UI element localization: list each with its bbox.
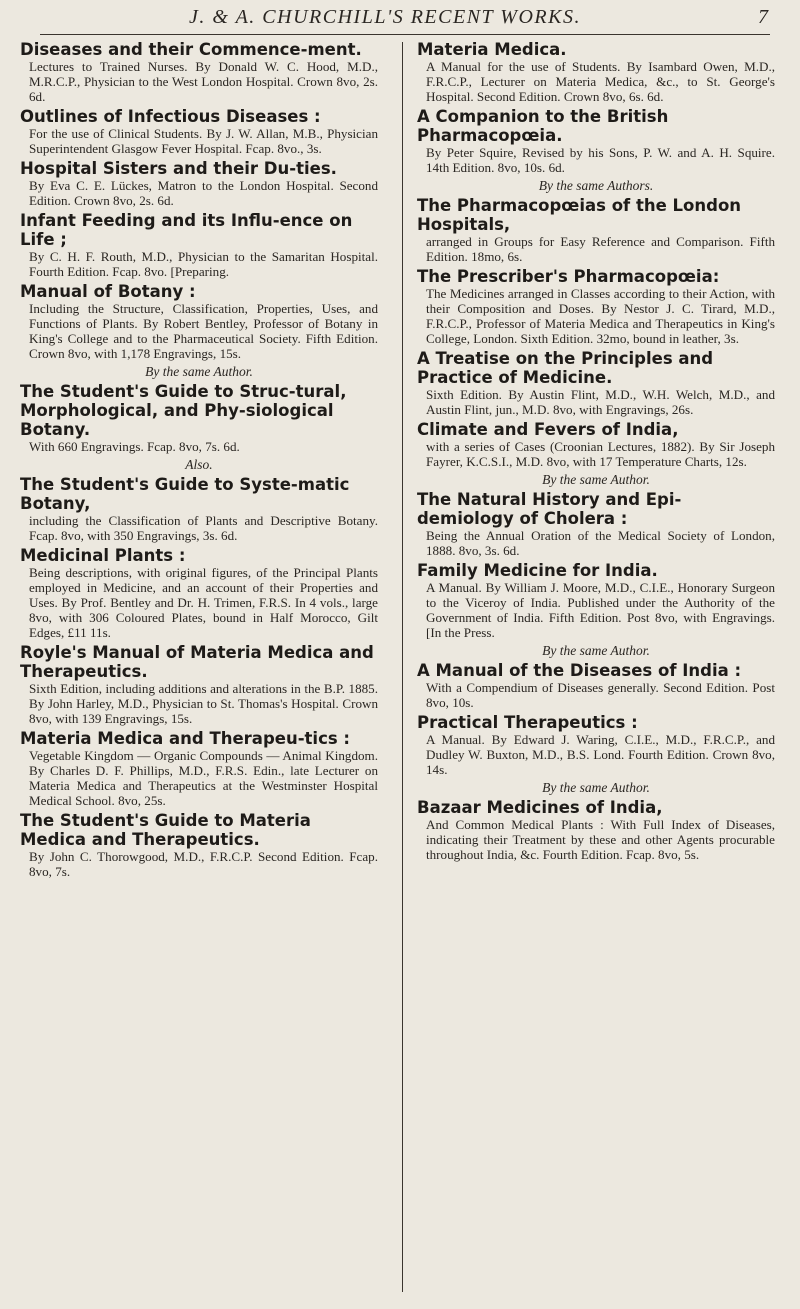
entry-description: arranged in Groups for Easy Reference and Comparison. Fifth Edition. 18mo, 6s.	[426, 234, 775, 264]
entry-title: Manual of Botany :	[20, 282, 196, 301]
entry-description: Lectures to Trained Nurses. By Donald W. C. Hood, M.D., M.R.C.P., Physician to the West London Hospital. Crown 8vo, 2s. 6d.	[29, 59, 378, 104]
catalogue-entry	[417, 490, 775, 558]
same-author-note: By the same Author.	[542, 780, 650, 795]
entry-title: A Companion to the British Pharmacopœia.	[417, 107, 669, 145]
catalogue-entry	[20, 159, 378, 208]
entry-title: Materia Medica.	[417, 40, 567, 59]
left-column	[20, 40, 378, 882]
entry-title: Bazaar Medicines of India,	[417, 798, 663, 817]
entry-title: Outlines of Infectious Diseases :	[20, 107, 321, 126]
entry-description: Sixth Edition. By Austin Flint, M.D., W.H. Welch, M.D., and Austin Flint, jun., M.D. 8vo, with Engravings, 26s.	[426, 387, 775, 417]
catalogue-entry	[417, 420, 775, 469]
entry-title: Royle's Manual of Materia Medica and Therapeutics.	[20, 643, 374, 681]
running-head	[40, 4, 770, 35]
page-number: 7	[758, 6, 768, 28]
entry-title: Hospital Sisters and their Du-ties.	[20, 159, 337, 178]
catalogue-entry	[417, 661, 775, 710]
same-author-note: Also.	[185, 457, 213, 472]
catalogue-entry	[417, 107, 775, 175]
same-author-note: By the same Author.	[542, 643, 650, 658]
entry-title: The Student's Guide to Syste-matic Botany,	[20, 475, 350, 513]
entry-description: with a series of Cases (Croonian Lectures, 1882). By Sir Joseph Fayrer, K.C.S.I., M.D. 8vo, with 17 Temperature Charts, 12s.	[426, 439, 775, 469]
running-head-title: J. & A. CHURCHILL'S RECENT WORKS.	[189, 6, 581, 28]
entry-title: Infant Feeding and its Influ-ence on Life ;	[20, 211, 353, 249]
catalogue-entry	[20, 211, 378, 279]
entry-title: The Student's Guide to Materia Medica and Therapeutics.	[20, 811, 311, 849]
catalogue-entry	[20, 382, 378, 454]
entry-description: including the Classification of Plants and Descriptive Botany. Fcap. 8vo, with 350 Engravings, 3s. 6d.	[29, 513, 378, 543]
same-author-note: By the same Author.	[542, 472, 650, 487]
catalogue-entry	[20, 475, 378, 543]
catalogue-entry	[417, 561, 775, 640]
entry-description: With a Compendium of Diseases generally. Second Edition. Post 8vo, 10s.	[426, 680, 775, 710]
entry-title: Materia Medica and Therapeu-tics :	[20, 729, 351, 748]
entry-description: By John C. Thorowgood, M.D., F.R.C.P. Second Edition. Fcap. 8vo, 7s.	[29, 849, 378, 879]
entry-description: By Eva C. E. Lückes, Matron to the London Hospital. Second Edition. Crown 8vo, 2s. 6d.	[29, 178, 378, 208]
entry-title: The Natural History and Epi-demiology of Cholera :	[417, 490, 682, 528]
same-author-note: By the same Authors.	[538, 178, 654, 193]
right-column	[417, 40, 775, 865]
entry-title: A Treatise on the Principles and Practice of Medicine.	[417, 349, 714, 387]
entry-description: A Manual. By William J. Moore, M.D., C.I.E., Honorary Surgeon to the Viceroy of India. Published under the Authority of the Government of India. Fifth Edition. Post 8vo, with Engravings. [In the Press.	[426, 580, 775, 640]
entry-title: Family Medicine for India.	[417, 561, 658, 580]
catalogue-entry	[20, 546, 378, 640]
same-author-note: By the same Author.	[145, 364, 253, 379]
entry-description: Being descriptions, with original figures, of the Principal Plants employed in Medicine, and an account of their Properties and Uses. By Prof. Bentley and Dr. H. Trimen, F.R.S. In 4 vols., large 8vo, with 306 Coloured Plates, bound in Half Morocco, Gilt Edges, £11 11s.	[29, 565, 378, 640]
entry-description: By Peter Squire, Revised by his Sons, P. W. and A. H. Squire. 14th Edition. 8vo, 10s. 6d.	[426, 145, 775, 175]
entry-description: Being the Annual Oration of the Medical Society of London, 1888. 8vo, 3s. 6d.	[426, 528, 775, 558]
entry-description: With 660 Engravings. Fcap. 8vo, 7s. 6d.	[29, 439, 240, 454]
column-divider	[402, 42, 403, 1292]
catalogue-entry	[20, 282, 378, 361]
catalogue-entry	[20, 811, 378, 879]
entry-description: A Manual. By Edward J. Waring, C.I.E., M.D., F.R.C.P., and Dudley W. Buxton, M.D., B.S. Lond. Fourth Edition. Crown 8vo, 14s.	[426, 732, 775, 777]
catalogue-entry	[417, 40, 775, 104]
entry-description: By C. H. F. Routh, M.D., Physician to the Samaritan Hospital. Fourth Edition. Fcap. 8vo. [Preparing.	[29, 249, 378, 279]
entry-title: Practical Therapeutics :	[417, 713, 638, 732]
entry-description: For the use of Clinical Students. By J. W. Allan, M.B., Physician Superintendent Glasgow Fever Hospital. Fcap. 8vo., 3s.	[29, 126, 378, 156]
entry-title: The Student's Guide to Struc-tural, Morphological, and Phy-siological Botany.	[20, 382, 347, 439]
entry-title: The Pharmacopœias of the London Hospitals,	[417, 196, 742, 234]
catalogue-entry	[417, 349, 775, 417]
entry-description: Sixth Edition, including additions and alterations in the B.P. 1885. By John Harley, M.D., Physician to St. Thomas's Hospital. Crown 8vo, with 139 Engravings, 15s.	[29, 681, 378, 726]
entry-title: Climate and Fevers of India,	[417, 420, 679, 439]
entry-description: Vegetable Kingdom — Organic Compounds — Animal Kingdom. By Charles D. F. Phillips, M.D., F.R.S. Edin., late Lecturer on Materia Medica and Therapeutics at the Westminster Hospital Medical School. 8vo, 25s.	[29, 748, 378, 808]
entry-description: A Manual for the use of Students. By Isambard Owen, M.D., F.R.C.P., Lecturer on Materia Medica, &c., to St. George's Hospital. Second Edition. Crown 8vo, 6s. 6d.	[426, 59, 775, 104]
catalogue-entry	[20, 40, 378, 104]
entry-title: Medicinal Plants :	[20, 546, 186, 565]
catalogue-entry	[417, 196, 775, 264]
entry-title: A Manual of the Diseases of India :	[417, 661, 742, 680]
entry-title: Diseases and their Commence-ment.	[20, 40, 362, 59]
catalogue-entry	[417, 267, 775, 346]
entry-description: The Medicines arranged in Classes according to their Action, with their Composition and Doses. By Nestor J. C. Tirard, M.D., F.R.C.P., Professor of Materia Medica and Therapeutics in King's College, London. Sixth Edition. 32mo, bound in leather, 3s.	[426, 286, 775, 346]
catalogue-entry	[417, 713, 775, 777]
catalogue-entry	[20, 729, 378, 808]
entry-title: The Prescriber's Pharmacopœia:	[417, 267, 720, 286]
catalogue-entry	[417, 798, 775, 862]
catalogue-entry	[20, 107, 378, 156]
entry-description: And Common Medical Plants : With Full Index of Diseases, indicating their Treatment by these and other Agents procurable throughout India, &c. Fourth Edition. Fcap. 8vo, 5s.	[426, 817, 775, 862]
catalogue-entry	[20, 643, 378, 726]
entry-description: Including the Structure, Classification, Properties, Uses, and Functions of Plants. By Robert Bentley, Professor of Botany in King's College and to the Pharmaceutical Society. Fifth Edition. Crown 8vo, with 1,178 Engravings, 15s.	[29, 301, 378, 361]
